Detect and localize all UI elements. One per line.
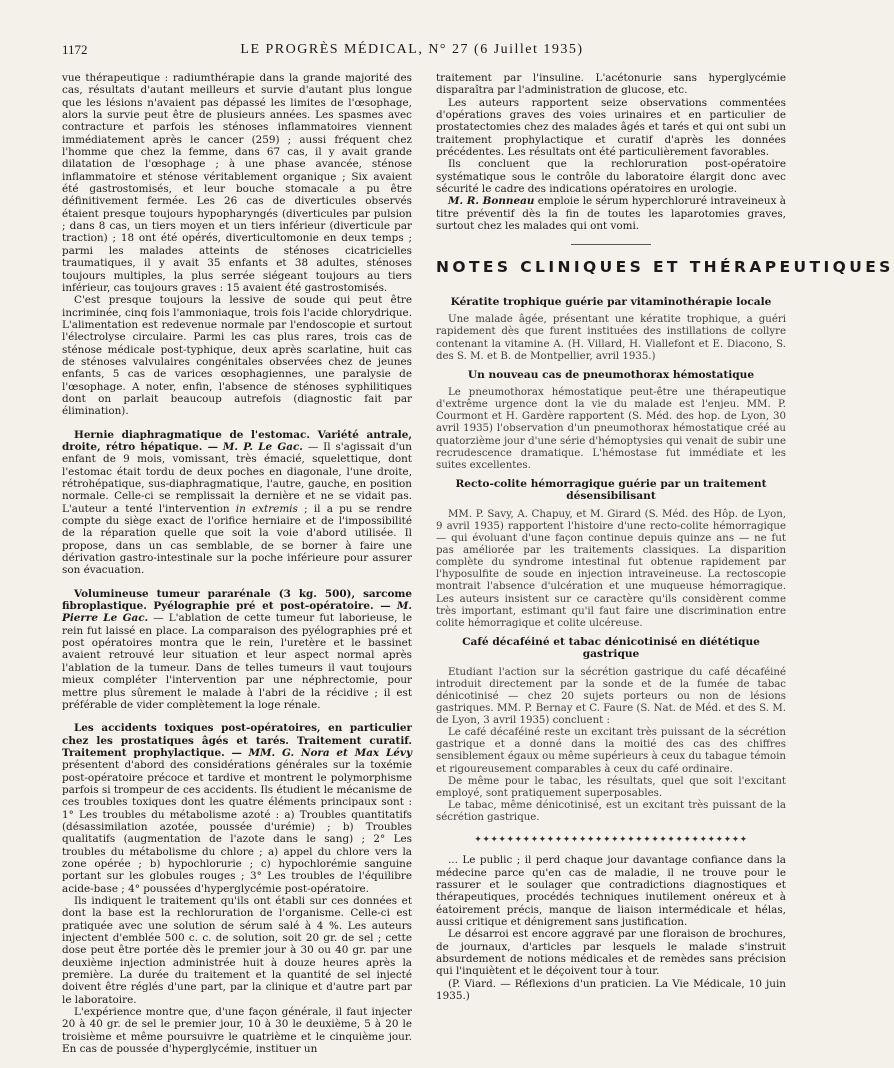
article-author: M. P. Le Gac. [222, 440, 303, 453]
paragraph: L'expérience montre que, d'une façon générale, il faut injecter 20 à 40 gr. de sel le premier jour, 10 à 30 le deuxième, 5 à 20 le troisième et même poursuivre le quatrième et le cinquième jour. En cas de poussée d'hyperglycémie, instituer un [62, 1006, 412, 1056]
quote-text: ... Le public ; il perd chaque jour davantage confiance dans la médecine parce qu'en cas de maladie, il ne trouve pour le rassurer et le soulager que contradictions diagnostiques et thérapeutiques, procédés techniques inutilement onéreux et à éatoirement précis, manque de liaison intermédicale et hélas, aussi critique et dénigrement sans justification. [436, 854, 786, 929]
paragraph: C'est presque toujours la lessive de soude qui peut être incriminée, cinq fois l'ammoniaque, trois fois l'acide chlorydrique. L'alimentation est redevenue normale par l'endoscopie et surtout l'électrolyse circulaire. Parmi les cas plus rares, trois cas de sténose médicale post-typhique, deux après scarlatine, huit cas de sténoses valvulaires congénitales observées chez de jeunes enfants, 5 cas de varices œsophagiennes, une paralysie de l'œsophage. A noter, enfin, l'absence de sténoses syphilitiques dont on parlait beaucoup autrefois (diagnostic fait par élimination). [62, 294, 412, 418]
note-title: Café décaféiné et tabac dénicotinisé en diététique gastrique [462, 635, 760, 661]
left-column [62, 72, 413, 1056]
ornament-rule [571, 244, 651, 245]
article-author: M. R. Bonneau [448, 195, 535, 208]
paragraph: vue thérapeutique : radiumthérapie dans la grande majorité des cas, résultats d'autant meilleurs et survie d'autant plus longue que les lésions n'avaient pas dépassé les limites de l'œsophage, alors la survie peut être de plusieurs années. Les spasmes avec contracture et parfois les sténoses inflammatoires viennent immédiatement après le cancer (259) ; aussi fréquent chez l'homme que chez la femme, dans 67 cas, il y avait grande dilatation de l'œsophage ; à une phase avancée, sténose inflammatoire et sténose véritablement organique ; Six avaient été gastrostomisés, et leur bouche stomacale a pu être définitivement fermée. Les 26 cas de diverticules observés étaient presque toujours hypopharyngés (diverticules par pulsion ; dans 8 cas, un tiers moyen et un tiers inférieur (diverticule par traction) ; 18 ont été opérés, diverticultomonie en deux temps ; parmi les malades atteints de sténoses cicatricielles traumatiques, il y avait 35 enfants et 38 adultes, sténoses toujours multiples, la plus serrée siégeant toujours au tiers inférieur, cas toujours graves : 15 avaient été gastrostomisés. [62, 72, 412, 294]
paragraph: Ils concluent que la rechloruration post-opératoire systématique sous le contrôle du laboratoire élargit donc avec sécurité le cadre des indications opératoires en urologie. [436, 158, 786, 196]
article-text: ; il a pu se rendre compte du siège exact de l'orifice herniaire et de l'impossibilité de la réparation quelle que soit la voie d'abord utilisée. Il propose, dans un cas semblable, de se borner à faire une dérivation gastro-intestinale sur la poche inférieure pour assurer son évacuation. [62, 502, 412, 577]
paragraph: Ils indiquent le traitement qu'ils ont établi sur ces données et dont la base est la rechloruration de l'organisme. Celle-ci est pratiquée avec une solution de sérum salé à 4 %. Les auteurs injectent d'emblée 500 c. c. de solution, soit 20 gr. de sel ; cette dose peut être portée dès le premier jour à 30 ou 40 gr. par une deuxième injection administrée huit à douze heures après la première. La durée du traitement et la quantité de sel injecté doivent être réglés d'une part, par la clinique et d'autre part par le laboratoire. [62, 895, 412, 1006]
article-text: — Il s'agissait d'un enfant de 9 mois, vomissant, très émacié, squelettique, dont l'estomac était tordu de deux poches en diagonale, l'une droite, rétrohépatique, sus-diaphragmatique, l'autre, gauche, en position normale. Celle-ci se remplissait la dernière et ne se vidait pas. L'auteur a tenté l'intervention [62, 440, 412, 515]
journal-title: LE PROGRÈS MÉDICAL, N° 27 (6 Juillet 1935) [240, 42, 584, 57]
page-number: 1172 [62, 42, 88, 57]
article-tumeur [62, 588, 412, 711]
fleuron-ornament [436, 244, 786, 245]
paragraph: traitement par l'insuline. L'acétonurie sans hyperglycémie disparaîtra par l'administration de glucose, etc. [436, 72, 786, 97]
quote-block [436, 854, 786, 1002]
paragraph [436, 195, 786, 232]
note-pneumothorax [436, 369, 786, 472]
note-text: Le tabac, même dénicotinisé, est un excitant très puissant de la sécrétion gastrique. [436, 799, 786, 823]
note-recto-colite [436, 478, 786, 630]
quote-source: (P. Viard. — Réflexions d'un praticien. La Vie Médicale, 10 juin 1935.) [436, 977, 786, 1003]
note-text: MM. P. Savy, A. Chapuy, et M. Girard (S. Méd. des Hôp. de Lyon, 9 avril 1935) rapportent l'histoire d'une recto-colite hémorragique — qui évoluant d'une façon continue depuis quinze ans — ne fut pas améliorée par les traitements classiques. La disparition complète du syndrome intestinal fut obtenue rapidement par l'hyposulfite de soude en injection intraveineuse. La rectoscopie montrait l'absence d'ulcération et une muqueuse hémorragique. Les auteurs insistent sur ce caractère qu'ils considèrent comme très important, estimant qu'il faut faire une discrimination entre colite hémorragique et colite ulcéreuse. [436, 508, 786, 629]
article-emphasis: in extremis [235, 502, 298, 515]
quote-text: Le désarroi est encore aggravé par une floraison de brochures, de journaux, d'articles par lesquels le malade s'instruit absurdement de notions médicales et de remèdes sans précision qui l'inquiètent et le déçoivent tour à tour. [436, 928, 786, 978]
article-text: — L'ablation de cette tumeur fut laborieuse, le rein fut laissé en place. La comparaison des pyélographies pré et post opératoires montra que le rein, l'uretère et le bassinet avaient retrouvé leur situation et leur aspect normal après l'ablation de la tumeur. Dans de telles tumeurs il vaut toujours mieux compléter l'intervention par une néphrectomie, pour mettre plus sûrement le malade à l'abri de la récidive ; il est préférable de vider complètement la loge rénale. [62, 612, 413, 711]
page-header [62, 42, 762, 60]
section-title: NOTES CLINIQUES ET THÉRAPEUTIQUES [436, 258, 894, 277]
article-author: MM. G. Nora et Max Lévy [248, 746, 412, 759]
ornamental-divider: ✦✦✦✦✦✦✦✦✦✦✦✦✦✦✦✦✦✦✦✦✦✦✦✦✦✦✦✦✦✦✦✦✦✦ [474, 835, 748, 845]
note-text: Une malade âgée, présentant une kératite trophique, a guéri rapidement dès que furent instituées des instillations de collyre contenant la vitamine A. (H. Villard, H. Viallefont et E. Diacono, S. des S. M. et B. de Montpellier, avril 1935.) [436, 314, 786, 362]
article-text: présentent d'abord des considérations générales sur la toxémie post-opératoire précoce et tardive et montrent le polymorphisme parfois si trompeur de ces accidents. Ils étudient le mécanisme de ces troubles toxiques dont les quatre éléments principaux sont : 1° Les troubles du métabolisme azoté : a) Troubles quantitatifs (désassimilation azotée, poussée d'urémie) ; b) Troubles qualitatifs (augmentation de l'azote dans le sang) ; 2° Les troubles du métabolisme du chlore ; a) appel du chlore vers la zone opérée ; b) hypochlorurie ; c) hypochlorémie sanguine portant sur les globules rouges ; 3° Les troubles de l'équilibre acide-base ; 4° poussées d'hyperglycémie post-opératoire. [62, 759, 412, 895]
article-text: emploie le sérum hyperchloruré intraveineux à titre préventif dès la fin de toutes les laparotomies graves, surtout chez les malades qui ont vomi. [436, 195, 786, 233]
right-column [436, 72, 894, 1047]
note-text: Etudiant l'action sur la sécrétion gastrique du café décaféiné introduit directement par la sonde et de la fumée de tabac dénicotinisé — chez 20 sujets porteurs ou non de lésions gastriques. MM. P. Bernay et C. Faure (S. Nat. de Méd. et des S. M. de Lyon, 3 avril 1935) concluent : [436, 666, 786, 727]
note-text: De même pour le tabac, les résultats, quel que soit l'excitant employé, sont pratiquement superposables. [436, 775, 786, 799]
article-accidents [62, 722, 412, 895]
article-title: Les accidents toxiques post-opératoires, en particulier chez les prostatiques âgés et tarés. Traitement curatif. Traitement prophylactique. — [62, 722, 412, 759]
note-text: Le café décaféiné reste un excitant très puissant de la sécrétion gastrique et a donné dans la moitié des cas des chiffres sensiblement égaux ou même supérieurs à ceux du tabague témoin et rigoureusement comparables à ceux du café ordinaire. [436, 727, 786, 775]
note-cafe-tabac [436, 636, 786, 824]
note-keratite [436, 296, 786, 363]
note-title: Kératite trophique guérie par vitaminothérapie locale [450, 295, 772, 308]
note-title: Recto-colite hémorragique guérie par un traitement désensibilisant [455, 477, 767, 503]
note-text: Le pneumothorax hémostatique peut-être une thérapeutique d'extrême urgence dont la vie du malade est l'enjeu. MM. P. Courmont et H. Gardère rapportent (S. Méd. des hop. de Lyon, 30 avril 1935) l'observation d'un pneumothorax hémostatique créé au quatorzième jour d'une série d'hémoptysies qui venait de subir une recrudescence dramatique. L'hémostase fut immédiate et les suites excellentes. [436, 387, 786, 471]
paragraph: Les auteurs rapportent seize observations commentées d'opérations graves des voies urinaires et en particulier de prostatectomies chez des malades âgés et tarés et qui ont subi un traitement prophylactique et curatif d'après les données précédentes. Les résultats ont été particulièrement favorables. [436, 96, 786, 159]
article-title: Hernie diaphragmatique de l'estomac. Variété antrale, droite, rétro hépatique. — [62, 428, 412, 453]
article-hernie [62, 429, 412, 577]
note-title: Un nouveau cas de pneumothorax hémostatique [467, 368, 755, 381]
article-title: Volumineuse tumeur pararénale (3 kg. 500), sarcome fibroplastique. Pyélographie pré et post-opératoire. — [62, 587, 412, 613]
article-author: M. Pierre Le Gac. [62, 600, 412, 625]
